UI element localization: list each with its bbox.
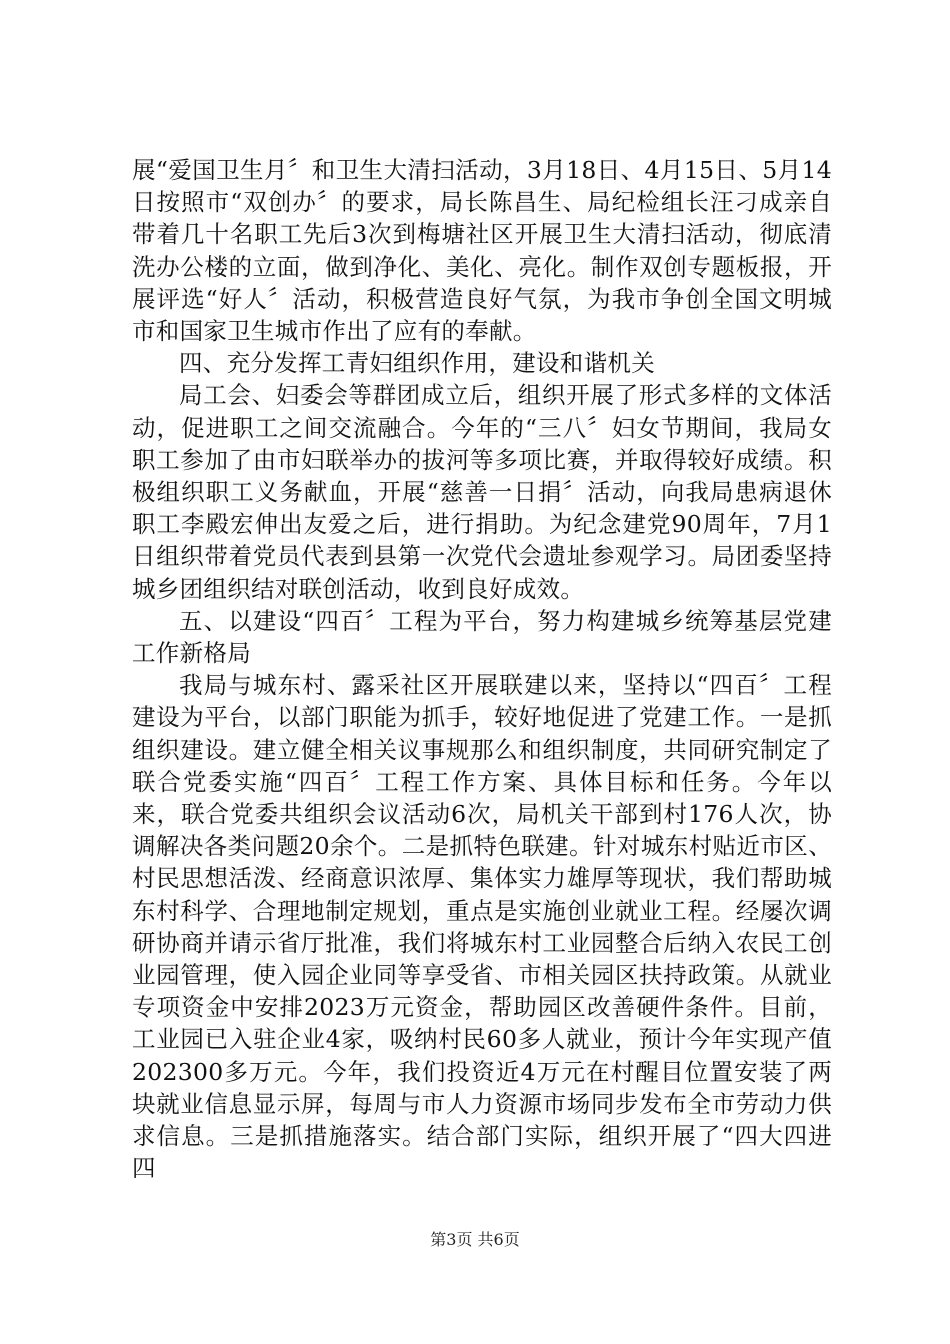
paragraph-continuation: 展“爱国卫生月〞和卫生大清扫活动，3月18日、4月15日、5月14日按照市“双创办〞的要求，局长陈昌生、局纪检组长汪刁成亲自带着几十名职工先后3次到梅塘社区开展卫生大清扫活动，彻底清洗办公楼的立面，做到净化、美化、亮化。制作双创专题板报，开展评选“好人〞活动，积极营造良好气氛，为我市争创全国文明城市和国家卫生城市作出了应有的奉献。	[132, 156, 832, 346]
paragraph-union-activities: 局工会、妇委会等群团成立后，组织开展了形式多样的文体活动，促进职工之间交流融合。今年的“三八〞妇女节期间，我局女职工参加了由市妇联举办的拔河等多项比赛，并取得较好成绩。积极组织职工义务献血，开展“慈善一日捐〞活动，向我局患病退休职工李殿宏伸出友爱之后，进行捐助。为纪念建党90周年，7月1日组织带着党员代表到县第一次党代会遗址参观学习。局团委坚持城乡团组织结对联创活动，收到良好成效。	[132, 381, 832, 603]
paragraph-joint-construction: 我局与城东村、露采社区开展联建以来，坚持以“四百〞工程建设为平台，以部门职能为抓手，较好地促进了党建工作。一是抓组织建设。建立健全相关议事规那么和组织制度，共同研究制定了联合党委实施“四百〞工程工作方案、具体目标和任务。今年以来，联合党委共组织会议活动6次，局机关干部到村176人次，协调解决各类问题20余个。二是抓特色联建。针对城东村贴近市区、村民思想活泼、经商意识浓厚、集体实力雄厚等现状，我们帮助城东村科学、合理地制定规划，重点是实施创业就业工程。经屡次调研协商并请示省厅批准，我们将城东村工业园整合后纳入农民工创业园管理，使入园企业同等享受省、市相关园区扶持政策。从就业专项资金中安排2023万元资金，帮助园区改善硬件条件。目前，工业园已入驻企业4家，吸纳村民60多人就业，预计今年实现产值202300多万元。今年，我们投资近4万元在村醒目位置安装了两块就业信息显示屏，每周与市人力资源市场同步发布全市劳动力供求信息。三是抓措施落实。结合部门实际，组织开展了“四大四进四	[132, 671, 832, 1183]
section-heading-five: 五、以建设“四百〞工程为平台，努力构建城乡统筹基层党建工作新格局	[132, 606, 832, 668]
document-body	[132, 154, 832, 1185]
section-heading-four: 四、充分发挥工青妇组织作用，建设和谐机关	[179, 349, 655, 378]
page-number: 第3页 共6页	[430, 1230, 520, 1249]
